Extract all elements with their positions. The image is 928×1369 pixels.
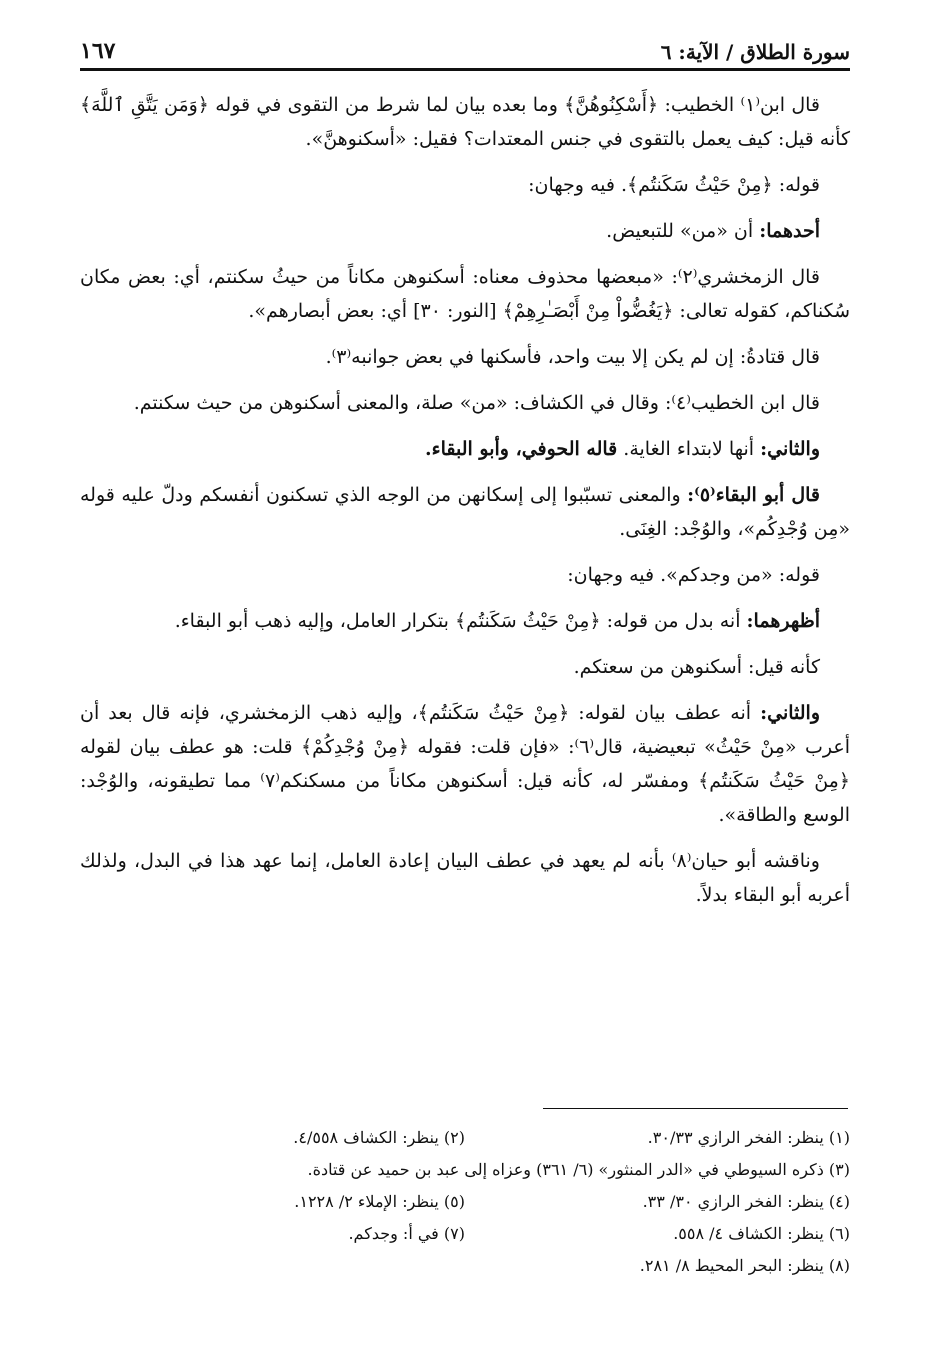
footnote-row (80, 1250, 850, 1282)
footnote: (٨) ينظر: البحر المحيط ٨/ ٢٨١. (639, 1256, 850, 1275)
footnote-row (80, 1154, 850, 1186)
footnotes (80, 1122, 850, 1282)
footnote: (٥) ينظر: الإملاء ٢/ ١٢٢٨. (294, 1192, 465, 1211)
paragraph-emphasis: قاله الحوفي، وأبو البقاء. (425, 438, 618, 460)
paragraph-heading: أحدهما: (759, 220, 820, 242)
paragraph: قوله: «من وجدكم». فيه وجهان: (567, 564, 820, 586)
paragraph: قال ابن الخطيب⁽٤⁾: وقال في الكشاف: «من» صلة، والمعنى أسكنوهن من حيث سكنتم. (133, 392, 820, 414)
paragraph (80, 696, 850, 832)
surah-title: سورة الطلاق / الآية: ٦ (660, 40, 850, 64)
footnote: (٦) ينظر: الكشاف ٤/ ٥٥٨. (673, 1224, 850, 1243)
paragraph: قوله: ﴿مِنْ حَيْثُ سَكَنتُم﴾. فيه وجهان: (528, 174, 820, 196)
footnote: (١) ينظر: الفخر الرازي ٣٠/٣٣. (647, 1128, 850, 1147)
paragraph-heading: قال أبو البقاء⁽٥⁾: (687, 484, 820, 506)
paragraph-heading: والثاني: (760, 702, 820, 724)
paragraph (80, 478, 850, 546)
footnote: (٤) ينظر: الفخر الرازي ٣٠/ ٣٣. (642, 1192, 850, 1211)
paragraph (80, 604, 850, 638)
footnote-separator (543, 1108, 848, 1109)
paragraph-text: أنه عطف بيان لقوله: ﴿مِنْ حَيْثُ سَكَنتُم﴾، وإليه ذهب الزمخشري، فإنه قال بعد أن أعرب «مِنْ حَيْثُ» تبعيضية، قال⁽٦⁾: «فإن قلت: فقوله ﴿مِنْ وُجْدِكُمْ﴾ قلت: هو عطف بيان لقوله ﴿مِنْ حَيْثُ سَكَنتُم﴾ ومفسّر له، كأنه قيل: أسكنوهن مكاناً من مسكنكم⁽٧⁾ مما تطيقونه، والوُجْد: الوسع والطاقة». (80, 702, 850, 826)
footnote-row (80, 1122, 850, 1154)
paragraph: كأنه قيل: أسكنوهن من سعتكم. (573, 656, 820, 678)
paragraph-heading: أظهرهما: (746, 610, 820, 632)
footnote-row (80, 1218, 850, 1250)
main-text (80, 88, 850, 924)
footnote: (٣) ذكره السيوطي في «الدر المنثور» (٦/ ٣٦١) وعزاه إلى عبد بن حميد عن قتادة. (307, 1160, 850, 1179)
paragraph-text: أنه بدل من قوله: ﴿مِنْ حَيْثُ سَكَنتُم﴾ بتكرار العامل، وإليه ذهب أبو البقاء. (174, 610, 747, 632)
paragraph (80, 432, 850, 466)
paragraph-heading: والثاني: (760, 438, 820, 460)
paragraph-text: أنها لابتداء الغاية. (617, 438, 761, 460)
paragraph: وناقشه أبو حيان⁽٨⁾ بأنه لم يعهد في عطف البيان إعادة العامل، إنما عهد هذا في البدل، ولذلك أعربه أبو البقاء بدلاً. (80, 850, 850, 906)
paragraph: قال ابن⁽١⁾ الخطيب: ﴿أَسْكِنُوهُنَّ﴾ وما بعده بيان لما شرط من التقوى في قوله ﴿وَمَن يَتَّقِ ٱللَّهَ﴾ كأنه قيل: كيف يعمل بالتقوى في جنس المعتدات؟ فقيل: «أسكنوهنَّ». (80, 94, 850, 150)
page-number: ١٦٧ (80, 38, 116, 64)
running-header (80, 28, 850, 71)
paragraph (80, 214, 850, 248)
paragraph: قال قتادةُ: إن لم يكن إلا بيت واحد، فأسكنها في بعض جوانبه⁽٣⁾. (325, 346, 820, 368)
footnote-row (80, 1186, 850, 1218)
paragraph-text: والمعنى تسبّبوا إلى إسكانهن من الوجه الذي تسكنون أنفسكم ودلّ عليه قوله «مِن وُجْدِكُم»، والوُجْد: الغِنَى. (80, 484, 850, 540)
footnote: (٢) ينظر: الكشاف ٤/٥٥٨. (293, 1128, 465, 1147)
footnote: (٧) في أ: وجدكم. (348, 1224, 465, 1243)
paragraph-text: أن «من» للتبعيض. (606, 220, 760, 242)
paragraph: قال الزمخشري⁽٢⁾: «مبعضها محذوف معناه: أسكنوهن مكاناً من حيثُ سكنتم، أي: بعض مكان سُكناكم، كقوله تعالى: ﴿يَغُضُّواْ مِنْ أَبْصَـٰرِهِمْ﴾ [النور: ٣٠] أي: بعض أبصارهم». (80, 266, 850, 322)
